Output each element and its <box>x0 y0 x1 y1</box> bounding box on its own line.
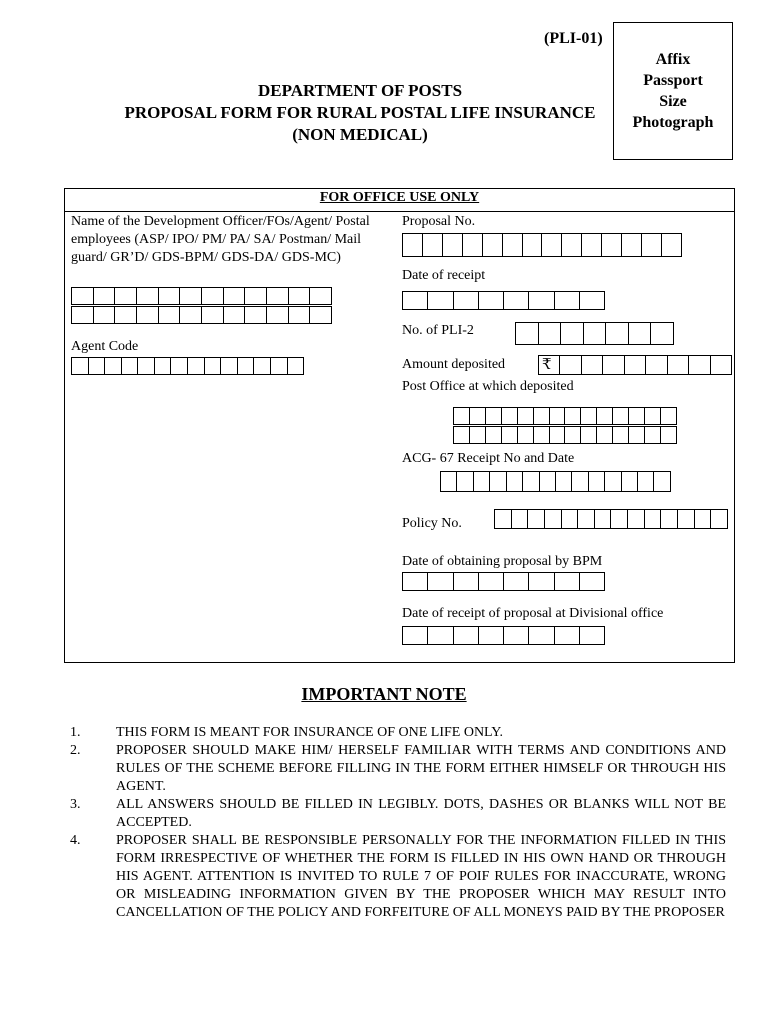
char-box[interactable] <box>137 307 159 323</box>
date-of-receipt-label: Date of receipt <box>402 268 486 283</box>
char-box[interactable] <box>72 307 94 323</box>
char-box[interactable] <box>504 627 529 644</box>
char-box[interactable] <box>454 427 470 443</box>
note-text: THIS FORM IS MEANT FOR INSURANCE OF ONE LIFE ONLY. <box>116 725 504 740</box>
acg67-label: ACG- 67 Receipt No and Date <box>402 451 575 466</box>
char-box[interactable] <box>490 472 506 491</box>
char-box[interactable] <box>584 323 607 344</box>
char-box[interactable] <box>159 288 181 304</box>
note-number: 3. <box>70 797 81 812</box>
char-box[interactable] <box>94 307 116 323</box>
char-box[interactable] <box>651 323 674 344</box>
office-use-title-text: FOR OFFICE USE ONLY <box>319 190 480 205</box>
date-of-receipt-boxes[interactable] <box>402 291 605 310</box>
char-box[interactable] <box>403 573 428 590</box>
note-text: PROPOSER SHOULD MAKE HIM/ HERSELF FAMILIAR WITH TERMS AND CONDITIONS AND RULES OF THE SCHEME BEFORE FILLING IN THE FORM EITHER HIMSELF OR THROUGH HIS AGENT. <box>116 743 726 794</box>
char-box[interactable] <box>454 627 479 644</box>
note-item <box>70 742 726 796</box>
char-box[interactable] <box>562 234 582 256</box>
char-box[interactable] <box>625 356 646 374</box>
char-box[interactable] <box>454 573 479 590</box>
amount-deposited-label: Amount deposited <box>402 357 506 372</box>
char-box[interactable] <box>654 472 670 491</box>
char-box[interactable] <box>529 573 554 590</box>
char-box[interactable] <box>661 408 677 424</box>
char-box[interactable] <box>581 427 597 443</box>
char-box[interactable] <box>562 510 579 528</box>
office-use-title <box>64 188 735 212</box>
char-box[interactable] <box>94 288 116 304</box>
char-box[interactable] <box>597 408 613 424</box>
char-box[interactable] <box>403 234 423 256</box>
char-box[interactable] <box>115 288 137 304</box>
important-note-title-text: IMPORTANT NOTE <box>301 684 467 704</box>
char-box[interactable] <box>572 472 588 491</box>
char-box[interactable] <box>642 234 662 256</box>
char-box[interactable] <box>423 234 443 256</box>
char-box[interactable] <box>486 427 502 443</box>
char-box[interactable] <box>605 472 621 491</box>
form-subtitle: (NON MEDICAL) <box>292 125 428 144</box>
note-number: 1. <box>70 725 81 740</box>
char-box[interactable] <box>238 358 255 374</box>
char-box[interactable] <box>171 358 188 374</box>
char-box[interactable] <box>224 288 246 304</box>
char-box[interactable] <box>72 288 94 304</box>
char-box[interactable] <box>555 573 580 590</box>
char-box[interactable] <box>606 323 629 344</box>
photo-box-line: Affix <box>655 51 691 68</box>
note-number: 2. <box>70 743 81 758</box>
photo-box-line: Passport <box>643 72 703 89</box>
note-item <box>70 832 726 922</box>
char-box[interactable] <box>479 573 504 590</box>
char-box[interactable] <box>428 292 453 309</box>
char-box[interactable] <box>597 427 613 443</box>
char-box[interactable] <box>628 510 645 528</box>
char-box[interactable] <box>502 408 518 424</box>
date-obtaining-label: Date of obtaining proposal by BPM <box>402 554 603 569</box>
char-box[interactable] <box>454 292 479 309</box>
char-box[interactable] <box>180 307 202 323</box>
char-box[interactable] <box>479 292 504 309</box>
char-box[interactable] <box>529 292 554 309</box>
char-box[interactable] <box>595 510 612 528</box>
char-box[interactable] <box>502 427 518 443</box>
char-box[interactable] <box>565 408 581 424</box>
char-box[interactable] <box>474 472 490 491</box>
char-box[interactable] <box>495 510 512 528</box>
post-office-label: Post Office at which deposited <box>402 379 574 394</box>
char-box[interactable] <box>622 234 642 256</box>
policy-no-label: Policy No. <box>402 516 462 531</box>
char-box[interactable] <box>245 307 267 323</box>
dev-officer-label: Name of the Development Officer/FOs/Agent/ Postal employees (ASP/ IPO/ PM/ PA/ SA/ Postman/ Mail guard/ GR’D/ GDS-BPM/ GDS-DA/ GDS-MC) <box>71 214 370 265</box>
char-box[interactable] <box>589 472 605 491</box>
department-title: DEPARTMENT OF POSTS <box>257 81 463 100</box>
char-box[interactable] <box>267 307 289 323</box>
char-box[interactable] <box>180 288 202 304</box>
char-box[interactable] <box>202 307 224 323</box>
proposal-no-label: Proposal No. <box>402 214 476 229</box>
char-box[interactable] <box>457 472 473 491</box>
char-box[interactable] <box>310 288 332 304</box>
char-box[interactable] <box>310 307 332 323</box>
char-box[interactable] <box>629 427 645 443</box>
char-box[interactable] <box>138 358 155 374</box>
note-text: ALL ANSWERS SHOULD BE FILLED IN LEGIBLY. DOTS, DASHES OR BLANKS WILL NOT BE ACCEPTED. <box>116 797 726 830</box>
char-box[interactable] <box>89 358 106 374</box>
important-note-list <box>70 724 726 922</box>
char-box[interactable] <box>638 472 654 491</box>
agent-code-boxes[interactable] <box>71 357 304 375</box>
char-box[interactable] <box>504 292 529 309</box>
char-box[interactable] <box>580 573 605 590</box>
char-box[interactable] <box>403 627 428 644</box>
char-box[interactable] <box>289 288 311 304</box>
char-box[interactable] <box>454 408 470 424</box>
char-box[interactable] <box>441 472 457 491</box>
char-box[interactable] <box>115 307 137 323</box>
char-box[interactable] <box>523 472 539 491</box>
char-box[interactable] <box>611 510 628 528</box>
char-box[interactable] <box>561 323 584 344</box>
char-box[interactable] <box>512 510 529 528</box>
dev-officer-boxes-row1[interactable] <box>71 287 332 305</box>
note-text: PROPOSER SHALL BE RESPONSIBLE PERSONALLY FOR THE INFORMATION FILLED IN THIS FORM IRRESPECTIVE OF WHETHER THE FORM IS FILLED IN HIS OWN HAND OR THROUGH HIS AGENT. ATTENTION IS INVITED TO RULE 7 OF POIF RULES FOR INACCURATE, WRONG OR MISLEADING INFORMATION GIVEN BY THE PROPOSER WHICH MAY RESULT INTO CANCELLATION OF THE POLICY AND FORFEITURE OF ALL MONEYS PAID BY THE PROPOSER <box>116 833 726 920</box>
date-receipt-divisional-boxes[interactable] <box>402 626 605 645</box>
char-box[interactable] <box>578 510 595 528</box>
char-box[interactable] <box>539 323 562 344</box>
char-box[interactable] <box>645 408 661 424</box>
char-box[interactable] <box>159 307 181 323</box>
char-box[interactable] <box>254 358 271 374</box>
photo-box-line: Size <box>659 93 687 110</box>
char-box[interactable] <box>534 408 550 424</box>
form-title: PROPOSAL FORM FOR RURAL POSTAL LIFE INSURANCE <box>124 103 596 122</box>
char-box[interactable] <box>582 356 603 374</box>
char-box[interactable] <box>403 292 428 309</box>
char-box[interactable] <box>516 323 539 344</box>
char-box[interactable] <box>245 288 267 304</box>
char-box[interactable] <box>507 472 523 491</box>
proposal-no-boxes[interactable] <box>402 233 682 257</box>
char-box[interactable] <box>518 427 534 443</box>
char-box[interactable] <box>188 358 205 374</box>
char-box[interactable] <box>105 358 122 374</box>
char-box[interactable] <box>529 627 554 644</box>
amount-deposited-boxes[interactable] <box>538 355 732 375</box>
char-box[interactable] <box>603 356 624 374</box>
char-box[interactable] <box>479 627 504 644</box>
char-box[interactable] <box>662 234 682 256</box>
char-box[interactable] <box>428 573 453 590</box>
char-box[interactable] <box>555 292 580 309</box>
char-box[interactable] <box>668 356 689 374</box>
char-box[interactable] <box>581 408 597 424</box>
policy-no-boxes[interactable] <box>494 509 728 529</box>
date-obtaining-boxes[interactable] <box>402 572 605 591</box>
char-box[interactable] <box>289 307 311 323</box>
char-box[interactable] <box>470 427 486 443</box>
char-box[interactable] <box>267 288 289 304</box>
char-box[interactable] <box>534 427 550 443</box>
char-box[interactable] <box>542 234 562 256</box>
char-box[interactable] <box>711 356 732 374</box>
char-box[interactable] <box>661 510 678 528</box>
char-box[interactable] <box>224 307 246 323</box>
char-box[interactable] <box>689 356 710 374</box>
char-box[interactable] <box>565 427 581 443</box>
rupee-symbol: ₹ <box>542 357 552 373</box>
note-item <box>70 724 726 742</box>
char-box[interactable] <box>629 323 652 344</box>
photo-box-line: Photograph <box>632 114 714 131</box>
acg67-boxes[interactable] <box>440 471 671 492</box>
char-box[interactable] <box>463 234 483 256</box>
char-box[interactable] <box>503 234 523 256</box>
date-receipt-divisional-label: Date of receipt of proposal at Divisional office <box>402 606 664 621</box>
form-code: (PLI-01) <box>544 30 603 47</box>
note-item <box>70 796 726 832</box>
char-box[interactable] <box>645 510 662 528</box>
char-box[interactable] <box>613 408 629 424</box>
char-box[interactable] <box>205 358 222 374</box>
char-box[interactable] <box>550 427 566 443</box>
char-box[interactable] <box>646 356 667 374</box>
char-box[interactable] <box>271 358 288 374</box>
char-box[interactable] <box>540 472 556 491</box>
char-box[interactable] <box>518 408 534 424</box>
char-box[interactable] <box>545 510 562 528</box>
no-of-pli2-label: No. of PLI-2 <box>402 323 474 338</box>
char-box[interactable] <box>202 288 224 304</box>
char-box[interactable] <box>550 408 566 424</box>
char-box[interactable] <box>470 408 486 424</box>
char-box[interactable] <box>428 627 453 644</box>
char-box[interactable] <box>560 356 581 374</box>
char-box[interactable] <box>556 472 572 491</box>
important-note-title <box>0 684 768 705</box>
char-box[interactable] <box>523 234 543 256</box>
char-box[interactable] <box>661 427 677 443</box>
char-box[interactable] <box>602 234 622 256</box>
char-box[interactable] <box>288 358 305 374</box>
char-box[interactable] <box>678 510 695 528</box>
char-box[interactable] <box>629 408 645 424</box>
char-box[interactable] <box>483 234 503 256</box>
char-box[interactable] <box>645 427 661 443</box>
char-box[interactable] <box>504 573 529 590</box>
post-office-boxes-row2[interactable] <box>453 426 677 444</box>
char-box[interactable] <box>443 234 463 256</box>
post-office-boxes-row1[interactable] <box>453 407 677 425</box>
char-box[interactable] <box>695 510 712 528</box>
char-box[interactable] <box>486 408 502 424</box>
no-of-pli2-boxes[interactable] <box>515 322 674 345</box>
char-box[interactable] <box>711 510 728 528</box>
char-box[interactable] <box>72 358 89 374</box>
char-box[interactable] <box>528 510 545 528</box>
char-box[interactable] <box>221 358 238 374</box>
char-box[interactable] <box>613 427 629 443</box>
char-box[interactable] <box>555 627 580 644</box>
dev-officer-boxes-row2[interactable] <box>71 306 332 324</box>
char-box[interactable] <box>622 472 638 491</box>
char-box[interactable] <box>122 358 139 374</box>
char-box[interactable] <box>155 358 172 374</box>
agent-code-label: Agent Code <box>71 339 139 354</box>
char-box[interactable] <box>580 292 605 309</box>
char-box[interactable] <box>137 288 159 304</box>
char-box[interactable] <box>580 627 605 644</box>
note-number: 4. <box>70 833 81 848</box>
char-box[interactable] <box>582 234 602 256</box>
